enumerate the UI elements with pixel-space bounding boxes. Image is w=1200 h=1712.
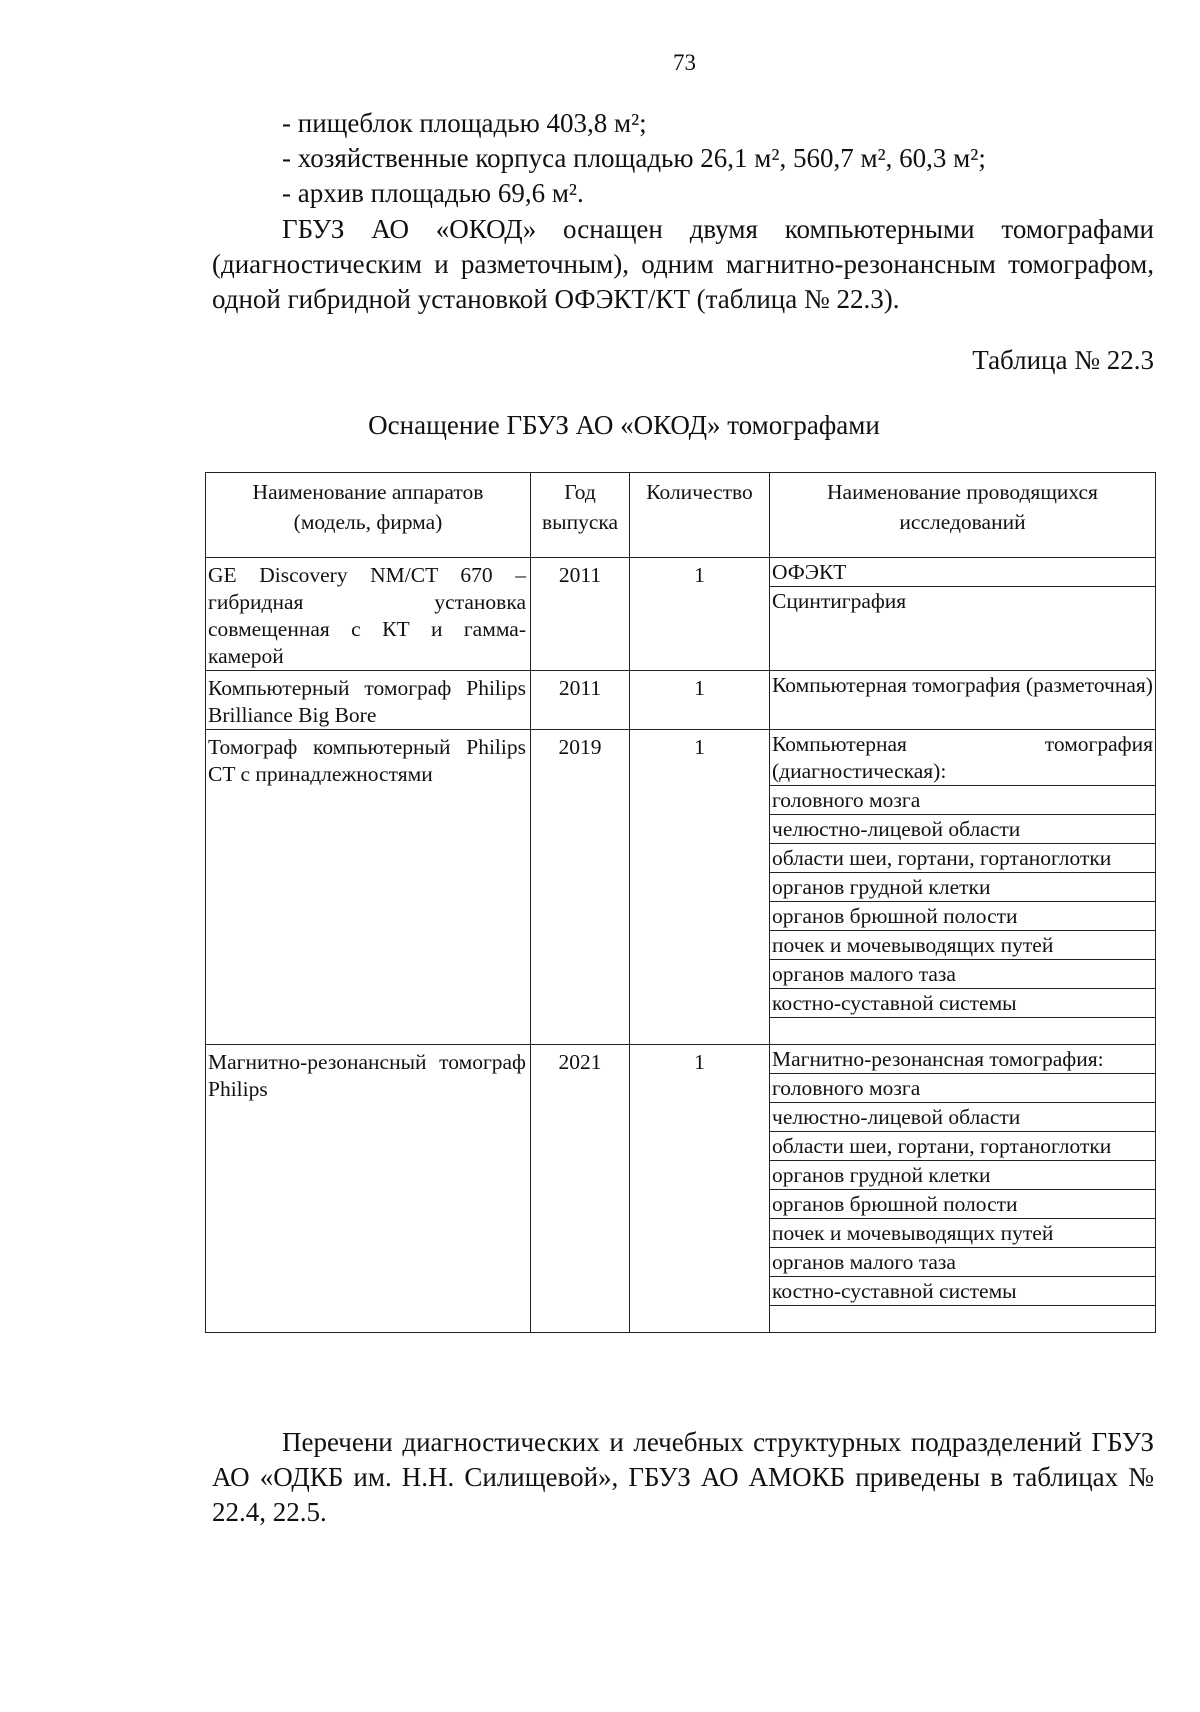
exam-item: челюстно-лицевой области (770, 815, 1155, 844)
cell-exams (770, 1045, 1156, 1333)
header-device: Наименование аппаратов (модель, фирма) (206, 473, 531, 558)
cell-year: 2021 (531, 1045, 630, 1333)
exam-item: Компьютерная томография (разметочная) (772, 673, 1153, 697)
table-row (206, 558, 1156, 671)
cell-device: Томограф компьютерный Philips CT с принадлежностями (206, 730, 531, 1045)
cell-quantity: 1 (630, 730, 770, 1045)
intro-paragraph (212, 212, 1154, 317)
exam-item: области шеи, гортани, гортаноглотки (770, 1132, 1155, 1161)
bullet-item: - пищеблок площадью 403,8 м²; (282, 108, 647, 138)
cell-quantity: 1 (630, 1045, 770, 1333)
header-year: Год выпуска (531, 473, 630, 558)
table-header-row (206, 473, 1156, 558)
closing-paragraph-text: Перечени диагностических и лечебных структурных подразделений ГБУЗ АО «ОДКБ им. Н.Н. Силищевой», ГБУЗ АО АМОКБ приведены в таблицах № 22.4, 22.5. (212, 1427, 1154, 1527)
cell-exams (770, 671, 1156, 730)
exam-item: органов малого таза (770, 1248, 1155, 1277)
exam-item: органов грудной клетки (770, 873, 1155, 902)
exam-spacer (770, 1018, 1155, 1044)
exam-item: органов брюшной полости (770, 902, 1155, 931)
cell-device: GE Discovery NM/CT 670 – гибридная установка совмещенная с КТ и гамма-камерой (206, 558, 531, 671)
cell-year: 2019 (531, 730, 630, 1045)
exam-item: области шеи, гортани, гортаноглотки (770, 844, 1155, 873)
exam-item: головного мозга (770, 1074, 1155, 1103)
cell-quantity: 1 (630, 671, 770, 730)
table-body (206, 558, 1156, 1333)
exam-item: Сцинтиграфия (772, 589, 907, 613)
table-row (206, 730, 1156, 1045)
header-exams: Наименование проводящихся исследований (770, 473, 1156, 558)
bullet-item: - хозяйственные корпуса площадью 26,1 м², 560,7 м², 60,3 м²; (282, 143, 986, 173)
exam-item: костно-суставной системы (770, 1277, 1155, 1306)
table-title: Оснащение ГБУЗ АО «ОКОД» томографами (368, 410, 880, 440)
cell-year: 2011 (531, 558, 630, 671)
exam-item: почек и мочевыводящих путей (770, 1219, 1155, 1248)
bullet-list (212, 106, 1154, 211)
cell-device: Компьютерный томограф Philips Brilliance Big Bore (206, 671, 531, 730)
bullet-item: - архив площадью 69,6 м². (282, 178, 584, 208)
page-number: 73 (673, 50, 696, 75)
cell-exams (770, 730, 1156, 1045)
exam-item: почек и мочевыводящих путей (770, 931, 1155, 960)
table-row (206, 671, 1156, 730)
exam-item: органов брюшной полости (770, 1190, 1155, 1219)
table-row (206, 1045, 1156, 1333)
equipment-table (205, 472, 1156, 1333)
exam-item: Компьютерная томография (диагностическая): (770, 730, 1155, 786)
exam-spacer (770, 1306, 1155, 1332)
header-quantity: Количество (630, 473, 770, 558)
cell-year: 2011 (531, 671, 630, 730)
closing-paragraph (212, 1425, 1154, 1530)
exam-item: органов грудной клетки (770, 1161, 1155, 1190)
exam-item: Магнитно-резонансная томография: (770, 1045, 1155, 1074)
exam-item: головного мозга (770, 786, 1155, 815)
exam-item: костно-суставной системы (770, 989, 1155, 1018)
exam-item: ОФЭКТ (770, 558, 1155, 587)
intro-paragraph-text: ГБУЗ АО «ОКОД» оснащен двумя компьютерными томографами (диагностическим и разметочным), одним магнитно-резонансным томографом, одной гибридной установкой ОФЭКТ/КТ (таблица № 22.3). (212, 214, 1154, 314)
cell-device: Магнитно-резонансный томограф Philips (206, 1045, 531, 1333)
table-number: Таблица № 22.3 (972, 345, 1154, 375)
exam-item: органов малого таза (770, 960, 1155, 989)
cell-exams (770, 558, 1156, 671)
exam-item: челюстно-лицевой области (770, 1103, 1155, 1132)
cell-quantity: 1 (630, 558, 770, 671)
